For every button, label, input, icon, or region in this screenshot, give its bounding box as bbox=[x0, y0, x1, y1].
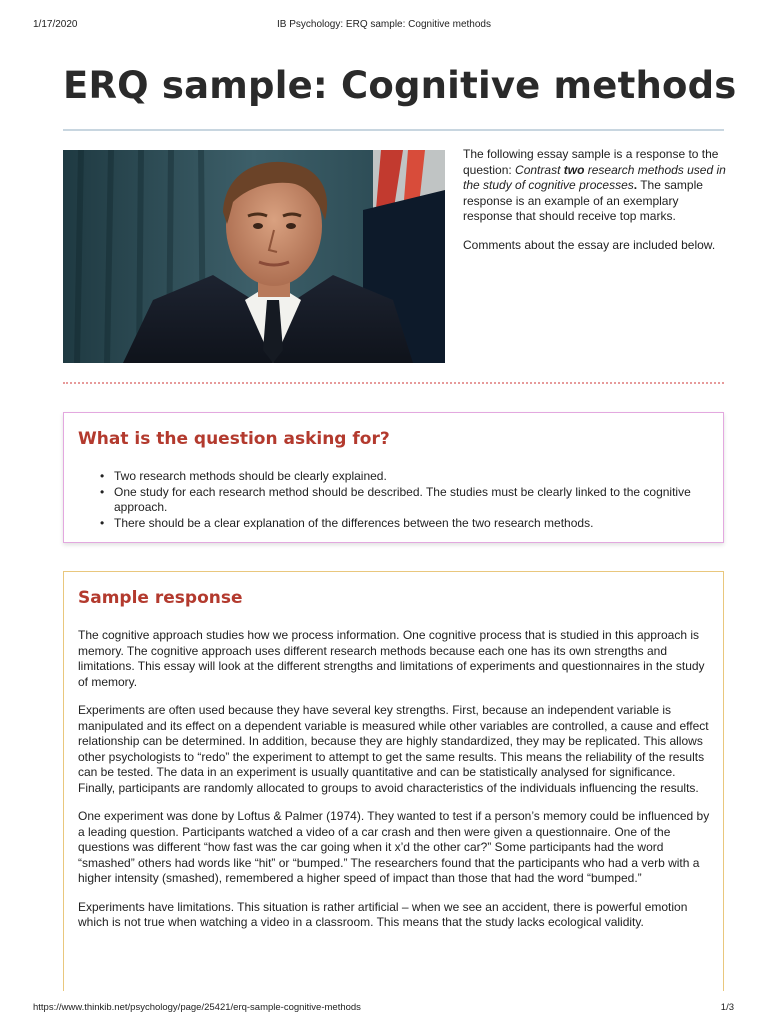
page-url-link[interactable]: https://www.thinkib.net/psychology/page/25421/erq-sample-cognitive-methods bbox=[33, 1002, 361, 1013]
intro-rest: The sample response is an example of an exemplary response that should receive top marks. bbox=[463, 178, 703, 223]
page-title: ERQ sample: Cognitive methods bbox=[63, 64, 737, 107]
list-item: • One study for each research method should be described. The studies must be clearly linked to the cognitive approach. bbox=[94, 485, 709, 516]
print-header bbox=[0, 0, 768, 40]
sample-response-title: Sample response bbox=[78, 588, 243, 608]
question-box bbox=[63, 412, 724, 543]
intro-paragraph bbox=[463, 147, 728, 225]
intro-text bbox=[463, 147, 728, 266]
question-part-2: research methods used in the study of cognitive processes bbox=[463, 162, 726, 192]
question-emphasis: two bbox=[563, 162, 585, 177]
response-paragraph: Experiments are often used because they have several key strengths. First, because an independent variable is manipulated and its effect on a dependent variable is measured while other variables are controlled, a cause and effect relationship can be determined. In addition, because they are highly standardized, they may be replicated. This allows other psychologists to “redo” the experiment to attempt to get the same results. This means the reliability of the results can be tested. The data in an experiment is usually quantitative and can be statistically analysed for significance. Finally, participants are randomly allocated to groups to avoid characteristics of the individuals influencing the results. bbox=[78, 703, 709, 795]
response-paragraph: Experiments have limitations. This situation is rather artificial – when we see an accident, there is powerful emotion which is not true when watching a video in a classroom. This means that the study lacks ecological validity. bbox=[78, 899, 688, 929]
sample-response-body bbox=[78, 628, 710, 944]
response-paragraph: One experiment was done by Loftus & Palmer (1974). They wanted to test if a person’s memory could be influenced by a leading question. Participants watched a video of a car crash and then were given a questionnaire. One of the questions was different “how fast was the car going when it x’d the other car?” Some participants had the word “smashed” others had words like “hit” or “bumped.” The researchers found that the participants who had a verb with a higher intensity (smashed), remembered a higher speed of impact than those that had the word “bumped.” bbox=[78, 809, 710, 885]
print-footer bbox=[0, 1000, 768, 1024]
comments-note: Comments about the essay are included below. bbox=[463, 237, 716, 252]
print-date: 1/17/2020 bbox=[33, 19, 78, 30]
sample-response-box bbox=[63, 571, 724, 991]
list-item: • There should be a clear explanation of the differences between the two research methods. bbox=[94, 516, 709, 532]
title-divider bbox=[63, 129, 724, 131]
intro-lead: The following essay sample is a response to the question: bbox=[463, 147, 719, 177]
response-paragraph: The cognitive approach studies how we process information. One cognitive process that is studied in this approach is memory. The cognitive approach uses different research methods because each one has its own strengths and limitations. This essay will look at the different strengths and limitations of experiments and questionnaires in the study of memory. bbox=[78, 628, 705, 689]
list-item: • Two research methods should be clearly explained. bbox=[94, 469, 709, 485]
page-number: 1/3 bbox=[720, 1002, 734, 1013]
section-divider bbox=[63, 382, 724, 384]
question-box-title: What is the question asking for? bbox=[78, 429, 390, 449]
question-bullet-list bbox=[94, 469, 709, 531]
portrait-illustration bbox=[63, 150, 445, 363]
question-period: . bbox=[633, 178, 638, 192]
question-part-1: Contrast bbox=[515, 162, 564, 177]
print-title: IB Psychology: ERQ sample: Cognitive methods bbox=[277, 19, 491, 30]
portrait-photo bbox=[63, 150, 445, 363]
